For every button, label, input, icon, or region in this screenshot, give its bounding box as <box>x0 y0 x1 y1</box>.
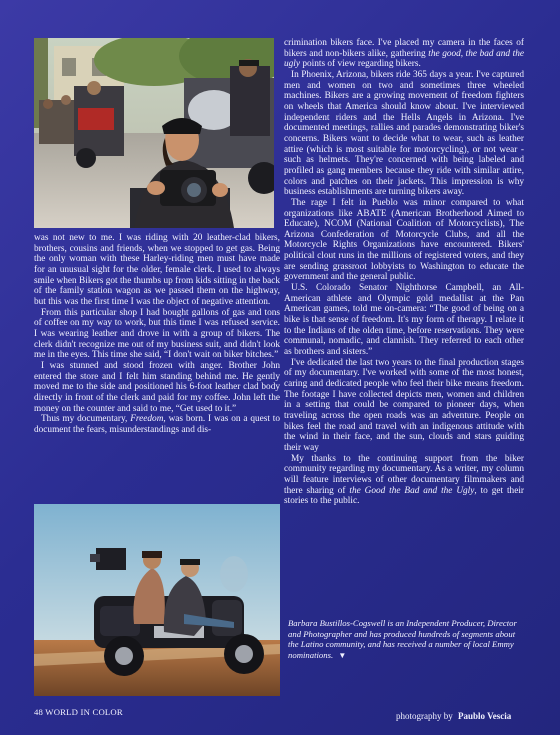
right-paragraph-2: In Phoenix, Arizona, bikers ride 365 days a year. I've captured men and women on two and sometimes three wheeled machines. Bikers are a growing movement of freedom fighters on wheels that America should know about. I've interviewed independent riders and the Hells Angels in Arizona. I've documented meetings, rallies and parades demonstrating biker's concerns. Bikers want to decide what to wear, such as leather attire (which is most suitable for motorcycling), or not wear - such as helmets. They're concerned with being labeled and profiled as gang members because they ride with similar attire, colors and patches on their jackets. This impression is why business establishments are turning bikers away. <box>284 69 524 198</box>
left-column-text <box>34 233 280 435</box>
left-paragraph-4: Thus my documentary, Freedom, was born. I was on a quest to document the fears, misunderstandings and dis- <box>34 414 280 435</box>
left-paragraph-3: I was stunned and stood frozen with anger. Brother John entered the store and I felt him standing behind me. He gently moved me to the side and positioned his 6-foot leather clad body directly in front of the clerk and paid for my coffee. John left the money on the counter and said to me, “Get used to it.” <box>34 360 280 414</box>
photo-woman-with-camera <box>34 38 274 228</box>
right-paragraph-1: crimination bikers face. I've placed my camera in the faces of bikers and non-bikers alike, gathering the good, the bad and the ugly points of view regarding bikers. <box>284 38 524 70</box>
photographer-name: Paublo Vescia <box>458 711 512 721</box>
end-mark-icon: ▼ <box>338 650 347 660</box>
author-bio-text: Barbara Bustillos-Cogswell is an Independent Producer, Director and Photographer and has produced hundreds of segments about the Latino community, and has received a number of local Emmy nominations. <box>288 618 517 660</box>
right-paragraph-3: The rage I felt in Pueblo was minor compared to what organizations like ABATE (American Brotherhood Aimed to Educate), NCOM (National Coalition of Motorcyclists), The Arizona Confederation of Motorcycle Clubs, and all the Motorcycle Rights Organizations have encountered. Bikers' political clout runs in the millions of registered voters, and they are sending grassroot lobbyists to Washington to educate the government and the general public. <box>284 197 524 283</box>
page-folio: 48 WORLD IN COLOR <box>34 707 123 717</box>
left-paragraph-2: From this particular shop I had bought gallons of gas and tons of coffee on my way to work, but this time I was refused service. I was wearing leather and drove in with a group of bikers. The clerk didn't recognize me out of my business suit, and didn't look me in the eyes. This time she said, “I don't wait on biker bitches.” <box>34 307 280 361</box>
left-paragraph-1: was not new to me. I was riding with 20 leather-clad bikers, brothers, cousins and friends, when we stopped to get gas. Being the only woman with these Harley-riding men must have made for an unusual sight for the older, female clerk. I used to always smile when Bikers got the thumbs up from kids sitting in the back of the family station wagon as we passed them on the highway, but this was the first time I was the object of negative attention. <box>34 233 280 307</box>
photo-credit: photography by Paublo Vescia <box>396 711 512 721</box>
right-paragraph-5: I've dedicated the last two years to the final production stages of my documentary. I've worked with some of the most honest, caring and dedicated people who feel their bike means freedom. The footage I have collected depicts men, women and children in a setting that could be compared to pioneer days, when traveling across the open roads was an adventure. People on bikes feel the road and travel with an indigenous attitude with the wind in their face, and the sun, clouds and stars guiding their way <box>284 357 524 453</box>
good-bad-ugly-title: the Good the Bad and the Ugly <box>349 485 475 496</box>
author-bio <box>288 618 526 661</box>
right-paragraph-6: My thanks to the continuing support from the biker community regarding my documentary. As a writer, my column will feature interviews of other documentary filmmakers and there sharing of the Good the Bad and the Ugly, to get their stories to the public. <box>284 453 524 507</box>
photo-couple-on-motorcycle <box>34 504 280 696</box>
right-column-text <box>284 38 524 507</box>
documentary-title: Freedom <box>130 414 164 425</box>
right-paragraph-4: U.S. Colorado Senator Nighthorse Campbell, an All-American athlete and Olympic gold medallist at the Pan American games, told me on-camera: “The good of being on a bike is that sense of freedom. It's my form of therapy. I relate it to the Indians of the olden time, before reservations. They were communal, nomadic, and clannish. They referred to each other as brothers and sisters.” <box>284 283 524 358</box>
good-bad-ugly-phrase: the good, the bad and the ugly <box>284 48 524 70</box>
